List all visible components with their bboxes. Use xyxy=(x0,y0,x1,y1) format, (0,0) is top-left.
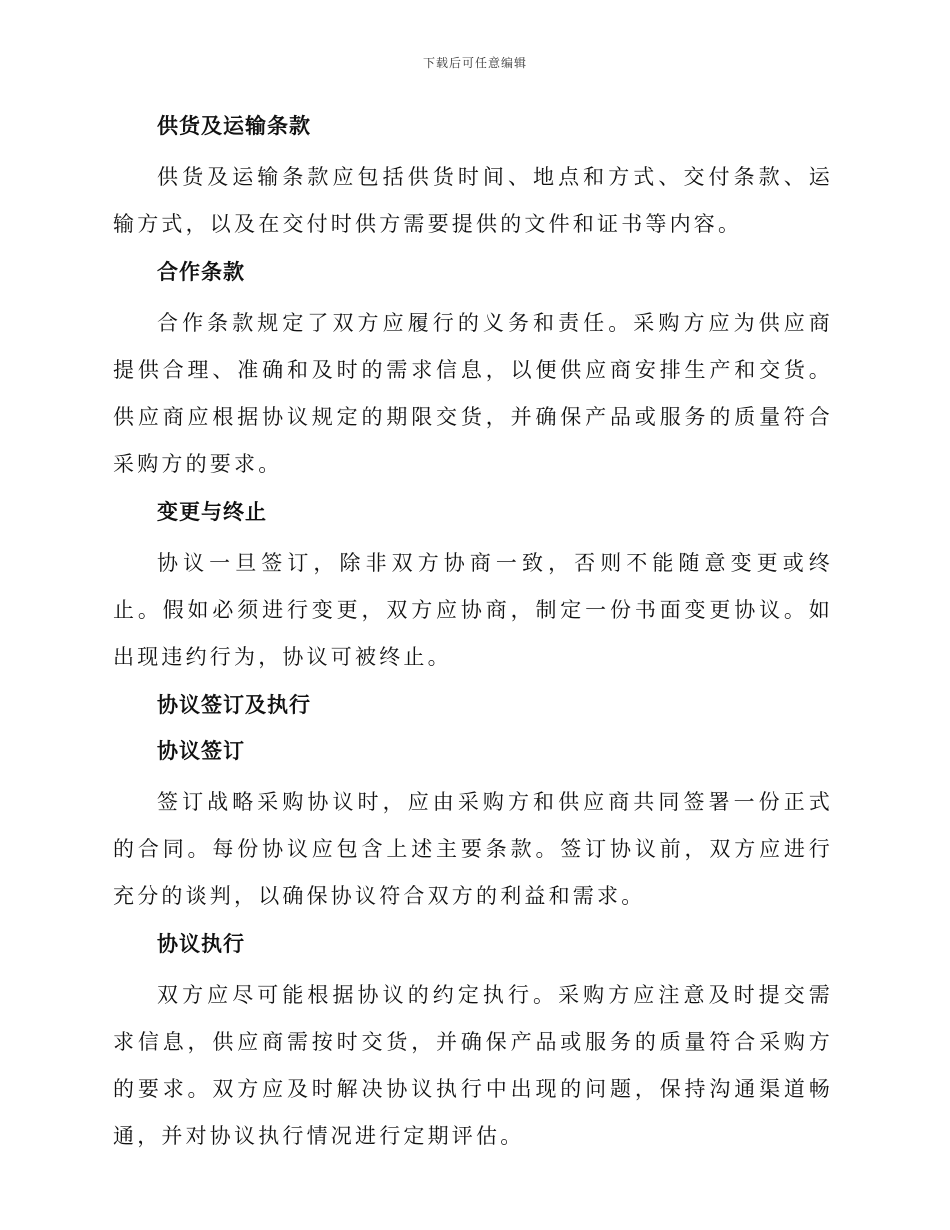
section-paragraph-supply-transport: 供货及运输条款应包括供货时间、地点和方式、交付条款、运输方式，以及在交付时供方需要提供的文件和证书等内容。 xyxy=(113,165,833,236)
section-paragraph-execution: 双方应尽可能根据协议的约定执行。采购方应注意及时提交需求信息，供应商需按时交货，并确保产品或服务的质量符合采购方的要求。双方应及时解决协议执行中出现的问题，保持沟通渠道畅通，并对协议执行情况进行定期评估。 xyxy=(113,983,833,1148)
section-heading-change-termination: 变更与终止 xyxy=(157,500,267,524)
section-paragraph-signing: 签订战略采购协议时，应由采购方和供应商共同签署一份正式的合同。每份协议应包含上述主要条款。签订协议前，双方应进行充分的谈判，以确保协议符合双方的利益和需求。 xyxy=(113,790,833,908)
section-heading-signing-execution: 协议签订及执行 xyxy=(157,693,311,717)
document-body xyxy=(113,108,833,1166)
section-heading-supply-transport: 供货及运输条款 xyxy=(157,114,311,138)
section-paragraph-change-termination: 协议一旦签订，除非双方协商一致，否则不能随意变更或终止。假如必须进行变更，双方应协商，制定一份书面变更协议。如出现违约行为，协议可被终止。 xyxy=(113,551,833,669)
section-paragraph-cooperation: 合作条款规定了双方应履行的义务和责任。采购方应为供应商提供合理、准确和及时的需求信息，以便供应商安排生产和交货。供应商应根据协议规定的期限交货，并确保产品或服务的质量符合采购方的要求。 xyxy=(113,311,833,476)
section-heading-cooperation: 合作条款 xyxy=(157,260,245,284)
section-heading-signing: 协议签订 xyxy=(157,739,245,763)
section-heading-execution: 协议执行 xyxy=(157,932,245,956)
page-header-note: 下载后可任意编辑 xyxy=(422,56,527,70)
